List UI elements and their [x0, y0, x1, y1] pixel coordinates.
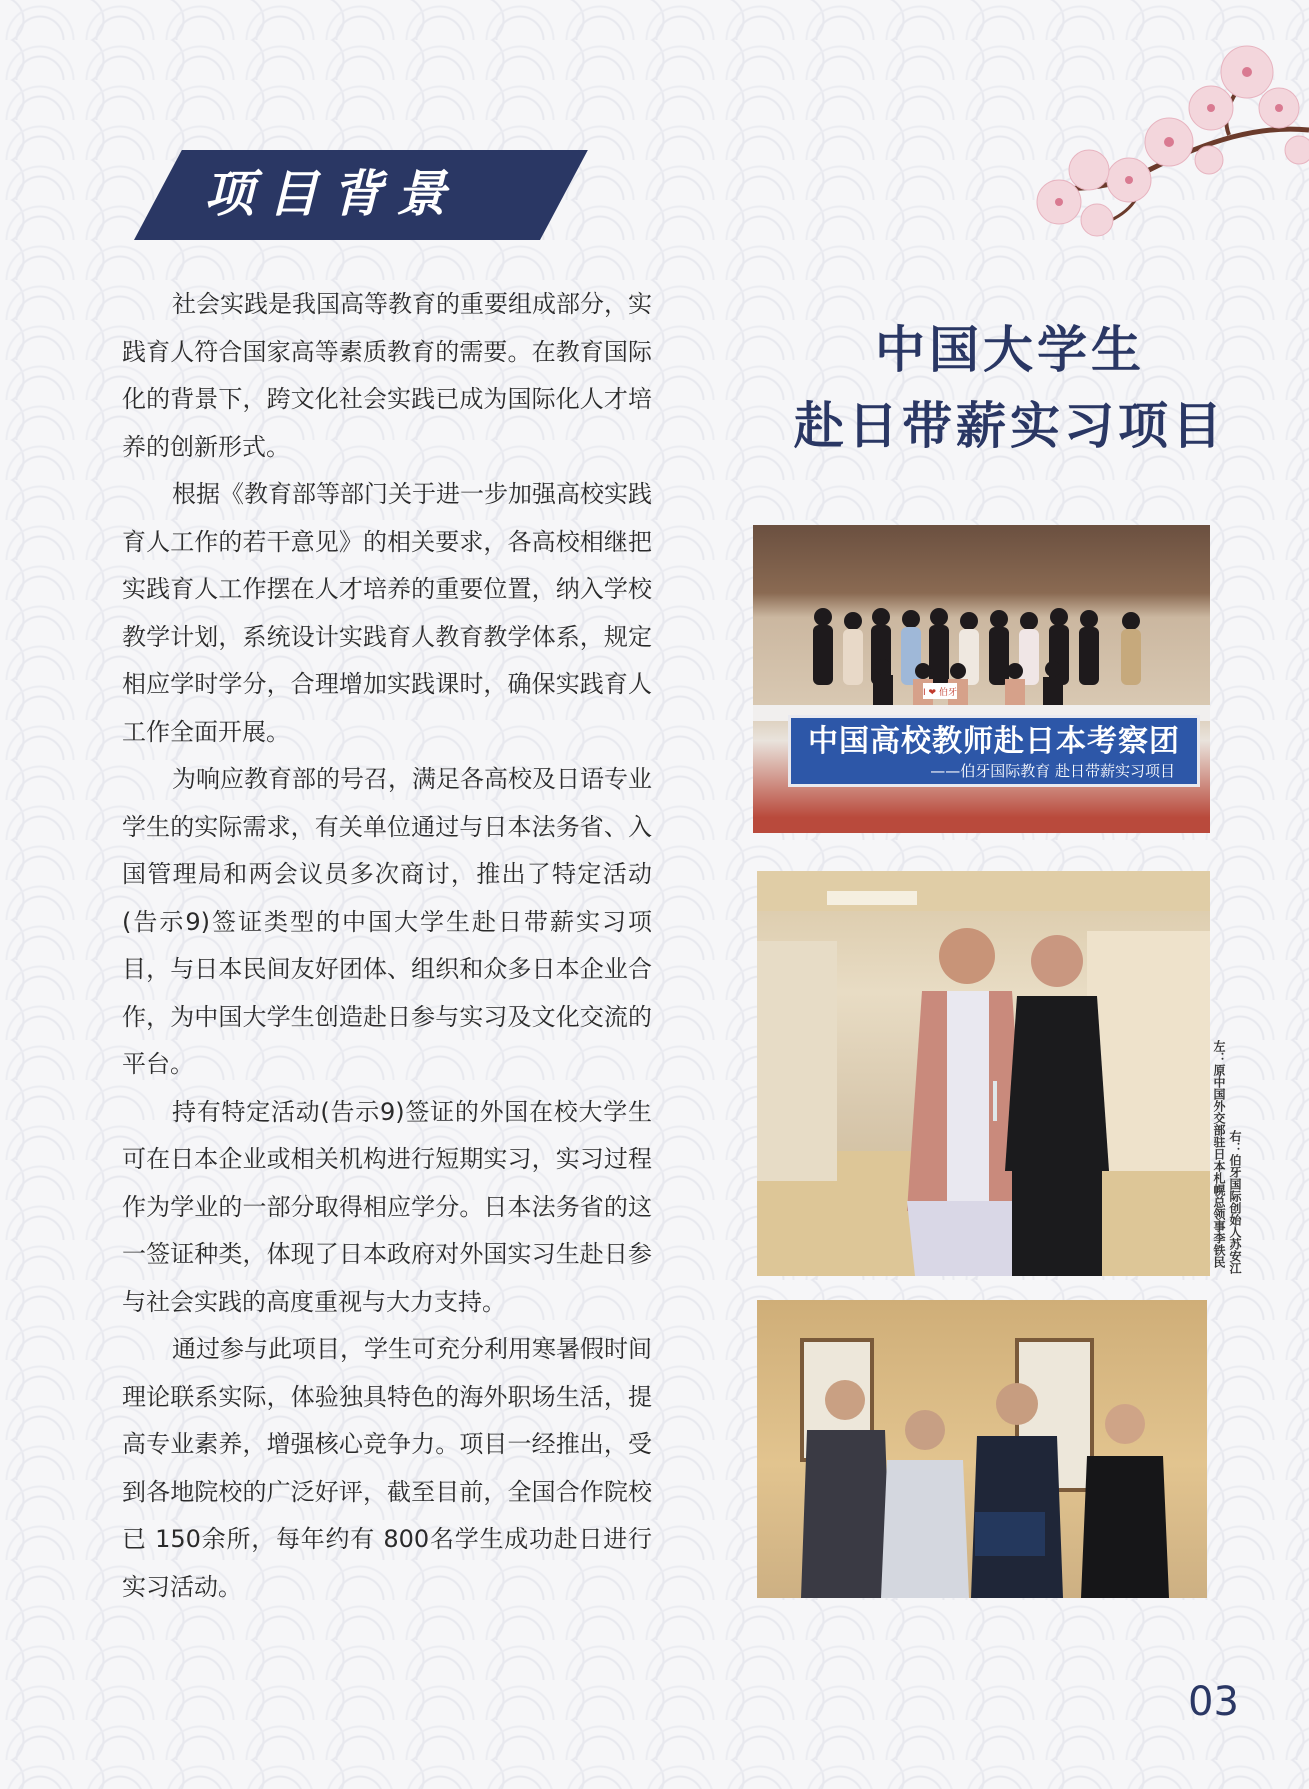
meeting-photo: [757, 1300, 1207, 1598]
section-title: 项目背景: [204, 164, 460, 223]
paragraph-4: 持有特定活动(告示9)签证的外国在校大学生可在日本企业或相关机构进行短期实习，实习过程作为学业的一部分取得相应学分。日本法务省的这一签证种类，体现了日本政府对外国实习生赴日参与社会实践的高度重视与大力支持。: [122, 1097, 652, 1316]
body-text: [122, 281, 652, 1611]
headline-line-1: 中国大学生: [875, 320, 1145, 379]
paragraph-1: 社会实践是我国高等教育的重要组成部分，实践育人符合国家高等素质教育的需要。在教育国际化的背景下，跨文化社会实践已成为国际化人才培养的创新形式。: [122, 290, 652, 461]
paragraph-5: 通过参与此项目，学生可充分利用寒暑假时间理论联系实际，体验独具特色的海外职场生活，提高专业素养，增强核心竞争力。项目一经推出，受到各地院校的广泛好评，截至目前，全国合作院校已 150余所，每年约有 800名学生成功赴日进行实习活动。: [122, 1335, 652, 1601]
page-number: 03: [1188, 1679, 1239, 1725]
banner-sub-text: ——伯牙国际教育 赴日带薪实习项目: [930, 762, 1175, 780]
group-photo: [753, 525, 1210, 833]
portrait-photo: [757, 871, 1210, 1276]
sign-text: I ❤ 伯牙: [923, 688, 957, 698]
banner-main-text: 中国高校教师赴日本考察团: [808, 724, 1180, 759]
delegation-banner: [788, 715, 1200, 787]
paragraph-2: 根据《教育部等部门关于进一步加强高校实践育人工作的若干意见》的相关要求，各高校相继把实践育人工作摆在人才培养的重要位置，纳入学校教学计划，系统设计实践育人教育教学体系，规定相应学时学分，合理增加实践课时，确保实践育人工作全面开展。: [122, 480, 652, 746]
paragraph-3: 为响应教育部的号召，满足各高校及日语专业学生的实际需求，有关单位通过与日本法务省、入国管理局和两会议员多次商讨，推出了特定活动(告示9)签证类型的中国大学生赴日带薪实习项目，与日本民间友好团体、组织和众多日本企业合作，为中国大学生创造赴日参与实习及文化交流的平台。: [122, 765, 652, 1078]
photo-caption-right: 右：伯牙国际创始人苏安江: [1228, 1130, 1242, 1274]
headline-line-2: 赴日带薪实习项目: [794, 396, 1226, 455]
portrait-photo-scene: [757, 871, 1210, 1276]
program-headline: [760, 312, 1260, 464]
photo-caption-left: 左：原中国外交部驻日本札幌总领事李铁民: [1212, 1040, 1226, 1268]
section-header: [134, 150, 540, 240]
cherry-blossom-decoration: [979, 30, 1309, 240]
meeting-photo-scene: [757, 1300, 1207, 1598]
